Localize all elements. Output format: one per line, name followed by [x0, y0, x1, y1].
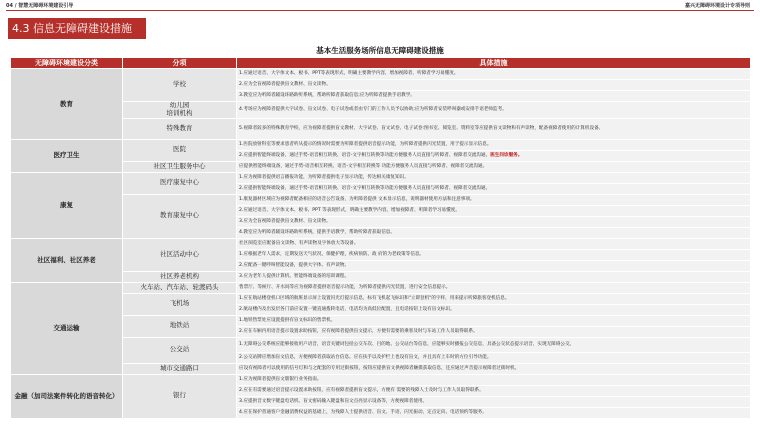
- measure-cell: 应提供智能终端设备，通过手势-语音相互转换、语音-文字相互转换等 功能方便服务人员直接与听障者、视障者交流沟通。: [237, 161, 751, 172]
- table-header-row: [11, 58, 751, 69]
- measure-cell: 2.公交站牌应增加盲文信息，方便视障者获取站台信息。应在扶手以及护栏上也设有盲文，并且具有上车时的方位引导功能。: [237, 352, 751, 363]
- col-header-category: 无障碍环境建设分类: [11, 58, 123, 69]
- table-row: [11, 172, 751, 183]
- subitem-label: 幼儿园: [169, 101, 190, 109]
- measure-cell: 售票厅、等候厅、开水间等应为视障者提供语音提示功能，为听障者提供闪光装置，进行安全信息提示。: [237, 282, 751, 293]
- subitem-label: 培训机构: [166, 108, 193, 117]
- subitem-cell: 社区养老机构: [123, 271, 237, 282]
- measure-cell: 应设有视障者可以使用的信号灯和与之配套的专用过街按钮，按钮应提供盲文供视障者触摸获取信息，还应通过声音提示视障者过街时机。: [237, 363, 751, 374]
- measure-cell: 4.应在保护普通客户金融消费权益的基础上，为残障人士提供语音、盲文、手语、闪光振动、定点定向、电话预约等服务。: [237, 407, 751, 418]
- subitem-cell: 教育康复中心: [123, 194, 237, 238]
- header-left: 04 / 智慧无障碍环境建设引导: [6, 3, 74, 9]
- header-divider: [6, 10, 754, 11]
- measure-cell: 社区阅览室应配备盲文读物、有声读物及字体放大等设备。: [237, 238, 751, 249]
- measure-cell: 2.应为全盲视障者提供盲文教材、盲文读物。: [237, 80, 751, 91]
- measure-cell: 2.应在车厢内用语音提示设置求助按钮，应有视障者提供盲文提示，方便有需要的乘客及时与车站工作人员取得联系。: [237, 326, 751, 337]
- subitem-cell: 社区活动中心: [123, 238, 237, 271]
- measure-cell: 2.应在有需要通过语音提示设置求助按钮，应有视障者提供盲文提示，方便有 需要的残障人士及时与工作人员取得联系。: [237, 385, 751, 396]
- table-title: 基本生活服务场所信息无障碍建设措施: [316, 46, 444, 55]
- table-row: [11, 374, 751, 385]
- subitem-cell: 特殊教育: [123, 118, 237, 139]
- table-row: [11, 139, 751, 150]
- subitem-cell: 银行: [123, 374, 237, 418]
- category-cell: 交通运输: [11, 282, 123, 374]
- subitem-cell: 地铁站: [123, 315, 237, 337]
- measure-cell: 1.应为视障者提供盲文版银行业务指南。: [237, 374, 751, 385]
- subitem-cell: 火车站、汽车站、轮渡码头: [123, 282, 237, 293]
- subitem-cell: 公交站: [123, 337, 237, 363]
- subitem-cell: 医院: [123, 139, 237, 161]
- measure-cell: 3.应为全盲视障者提供盲文教材、盲文读物。: [237, 216, 751, 227]
- section-title: 4.3 信息无障碍建设措施: [8, 18, 146, 39]
- subitem-cell: 飞机场: [123, 293, 237, 315]
- measure-cell: 1.应根据老年人需求，定期发送天气状况，保健护理，疾病预防、政 府的为老政策等信息。: [237, 249, 751, 260]
- table-row: [11, 69, 751, 80]
- measure-cell: 3.应为老年人提供计算机、智能终端设备的培训课程。: [237, 271, 751, 282]
- header-right: 嘉兴无障碍环境设计专项导则: [684, 3, 750, 9]
- category-cell: 教育: [11, 69, 123, 140]
- measure-cell: [237, 150, 751, 161]
- table-row: [11, 238, 751, 249]
- measure-cell: 1.地铁售票处应设置提供有盲文标识的售票机。: [237, 315, 751, 326]
- measure-cell: 1.康复器材区域应为视障者配备相应的语音公告设备，为听障者提供 文本显示信息，说明器材使用方法和注意事项。: [237, 194, 751, 205]
- measure-cell: 1.应通过语音、大字体文本、板书、PPT等表现形式，明确主要教学内容，增加视障者、听障者学习易懂度。: [237, 69, 751, 80]
- category-cell: 康复: [11, 172, 123, 238]
- measure-cell: 1.应为视障者提供语言播报功能，为听障者提供电子显示功能，传达相关康复知识。: [237, 172, 751, 183]
- measure-cell: 2.应提供智能终端设备，通过手势-语音相互转换、语音-文字相互转换等功能方便服务人员直接与听障者、视障者交流沟通。: [237, 183, 751, 194]
- measure-cell: 4.考场应为视障者提供大字试卷、盲文试卷、电子试卷或者由专门的工作人员予以协助;应为听障者安装呼叫器或安排手语老师监考。: [237, 102, 751, 119]
- category-cell: 金融（加司法案件转化的语音转化）: [11, 374, 123, 418]
- category-cell: 医疗卫生: [11, 139, 123, 172]
- measure-cell: 2.应配备一键呼叫智能设备，提供大字体、有声读物。: [237, 260, 751, 271]
- measure-cell: 4.教室应为听障者辅设环路助听系统，提供手语教学，帮助听障者获取信息。: [237, 227, 751, 238]
- col-header-subitem: 分项: [123, 58, 237, 69]
- measure-cell: 1.无障碍公交系统应能够接收用户语音，语音关键词包括公交车次、目的地、公交站台等信息，应能够实时播报公交信息，具备公交状态提示语音，实现无障碍公交。: [237, 337, 751, 352]
- measure-cell: 3.教室应为听障者辅设环路助听系统，帮助听障者获取信息;应为听障者提供手语教学。: [237, 91, 751, 102]
- measure-cell: 1.医院放射科室等要求患者听从提示的情况时需要为听障者提供语音提示功能，为听障者提供闪光装置，用于提示显示信息。: [237, 139, 751, 150]
- measure-cell: 3.应提供音文数字键盘电话机、盲文密码输入键盘和盲文点亮显示设备等，方便视障者使用。: [237, 396, 751, 407]
- measure-cell: 1.应在航站楼登机口区域的航班显示屏上设置闪光灯提示信息，标有飞机起飞标识和"立即登机"的字样，用来提示听障旅客登机信息。: [237, 293, 751, 304]
- measure-text: 2.应提供智能终端设备，通过手势-语音相互转换、语音-文字相互转换等功能方便服务人员直接与听障者、视障者交流沟通。: [239, 152, 491, 158]
- measures-table: [10, 57, 751, 419]
- measure-cell: 2.应通过语音、大字体文本、板书、PPT 等表现形式，明确主要教学内容，增加视障者、听障者学习易懂度。: [237, 205, 751, 216]
- measure-highlight: 医生问诊服务。: [490, 152, 523, 158]
- table-row: [11, 282, 751, 293]
- subitem-cell: 社区卫生服务中心: [123, 161, 237, 172]
- subitem-cell: 学校: [123, 69, 237, 102]
- measure-cell: 2.航站楼内及出发层各门前应安置一键直通拨转电话，电话均为高低位配置，且电话按钮上设有盲文标识。: [237, 304, 751, 315]
- subitem-cell: [123, 102, 237, 119]
- subitem-cell: 城市交通路口: [123, 363, 237, 374]
- subitem-cell: 医疗康复中心: [123, 172, 237, 194]
- col-header-measures: 具体措施: [237, 58, 751, 69]
- measure-cell: 5.视障者较多的特殊教育学校，应为视障者提供盲文教材、大字试卷、盲文试卷、电子试卷:图书室、阅览室、资料室等应提供盲文读物和有声读物，配备视障者使用的计算机设备。: [237, 118, 751, 139]
- category-cell: 社区福利、社区养老: [11, 238, 123, 282]
